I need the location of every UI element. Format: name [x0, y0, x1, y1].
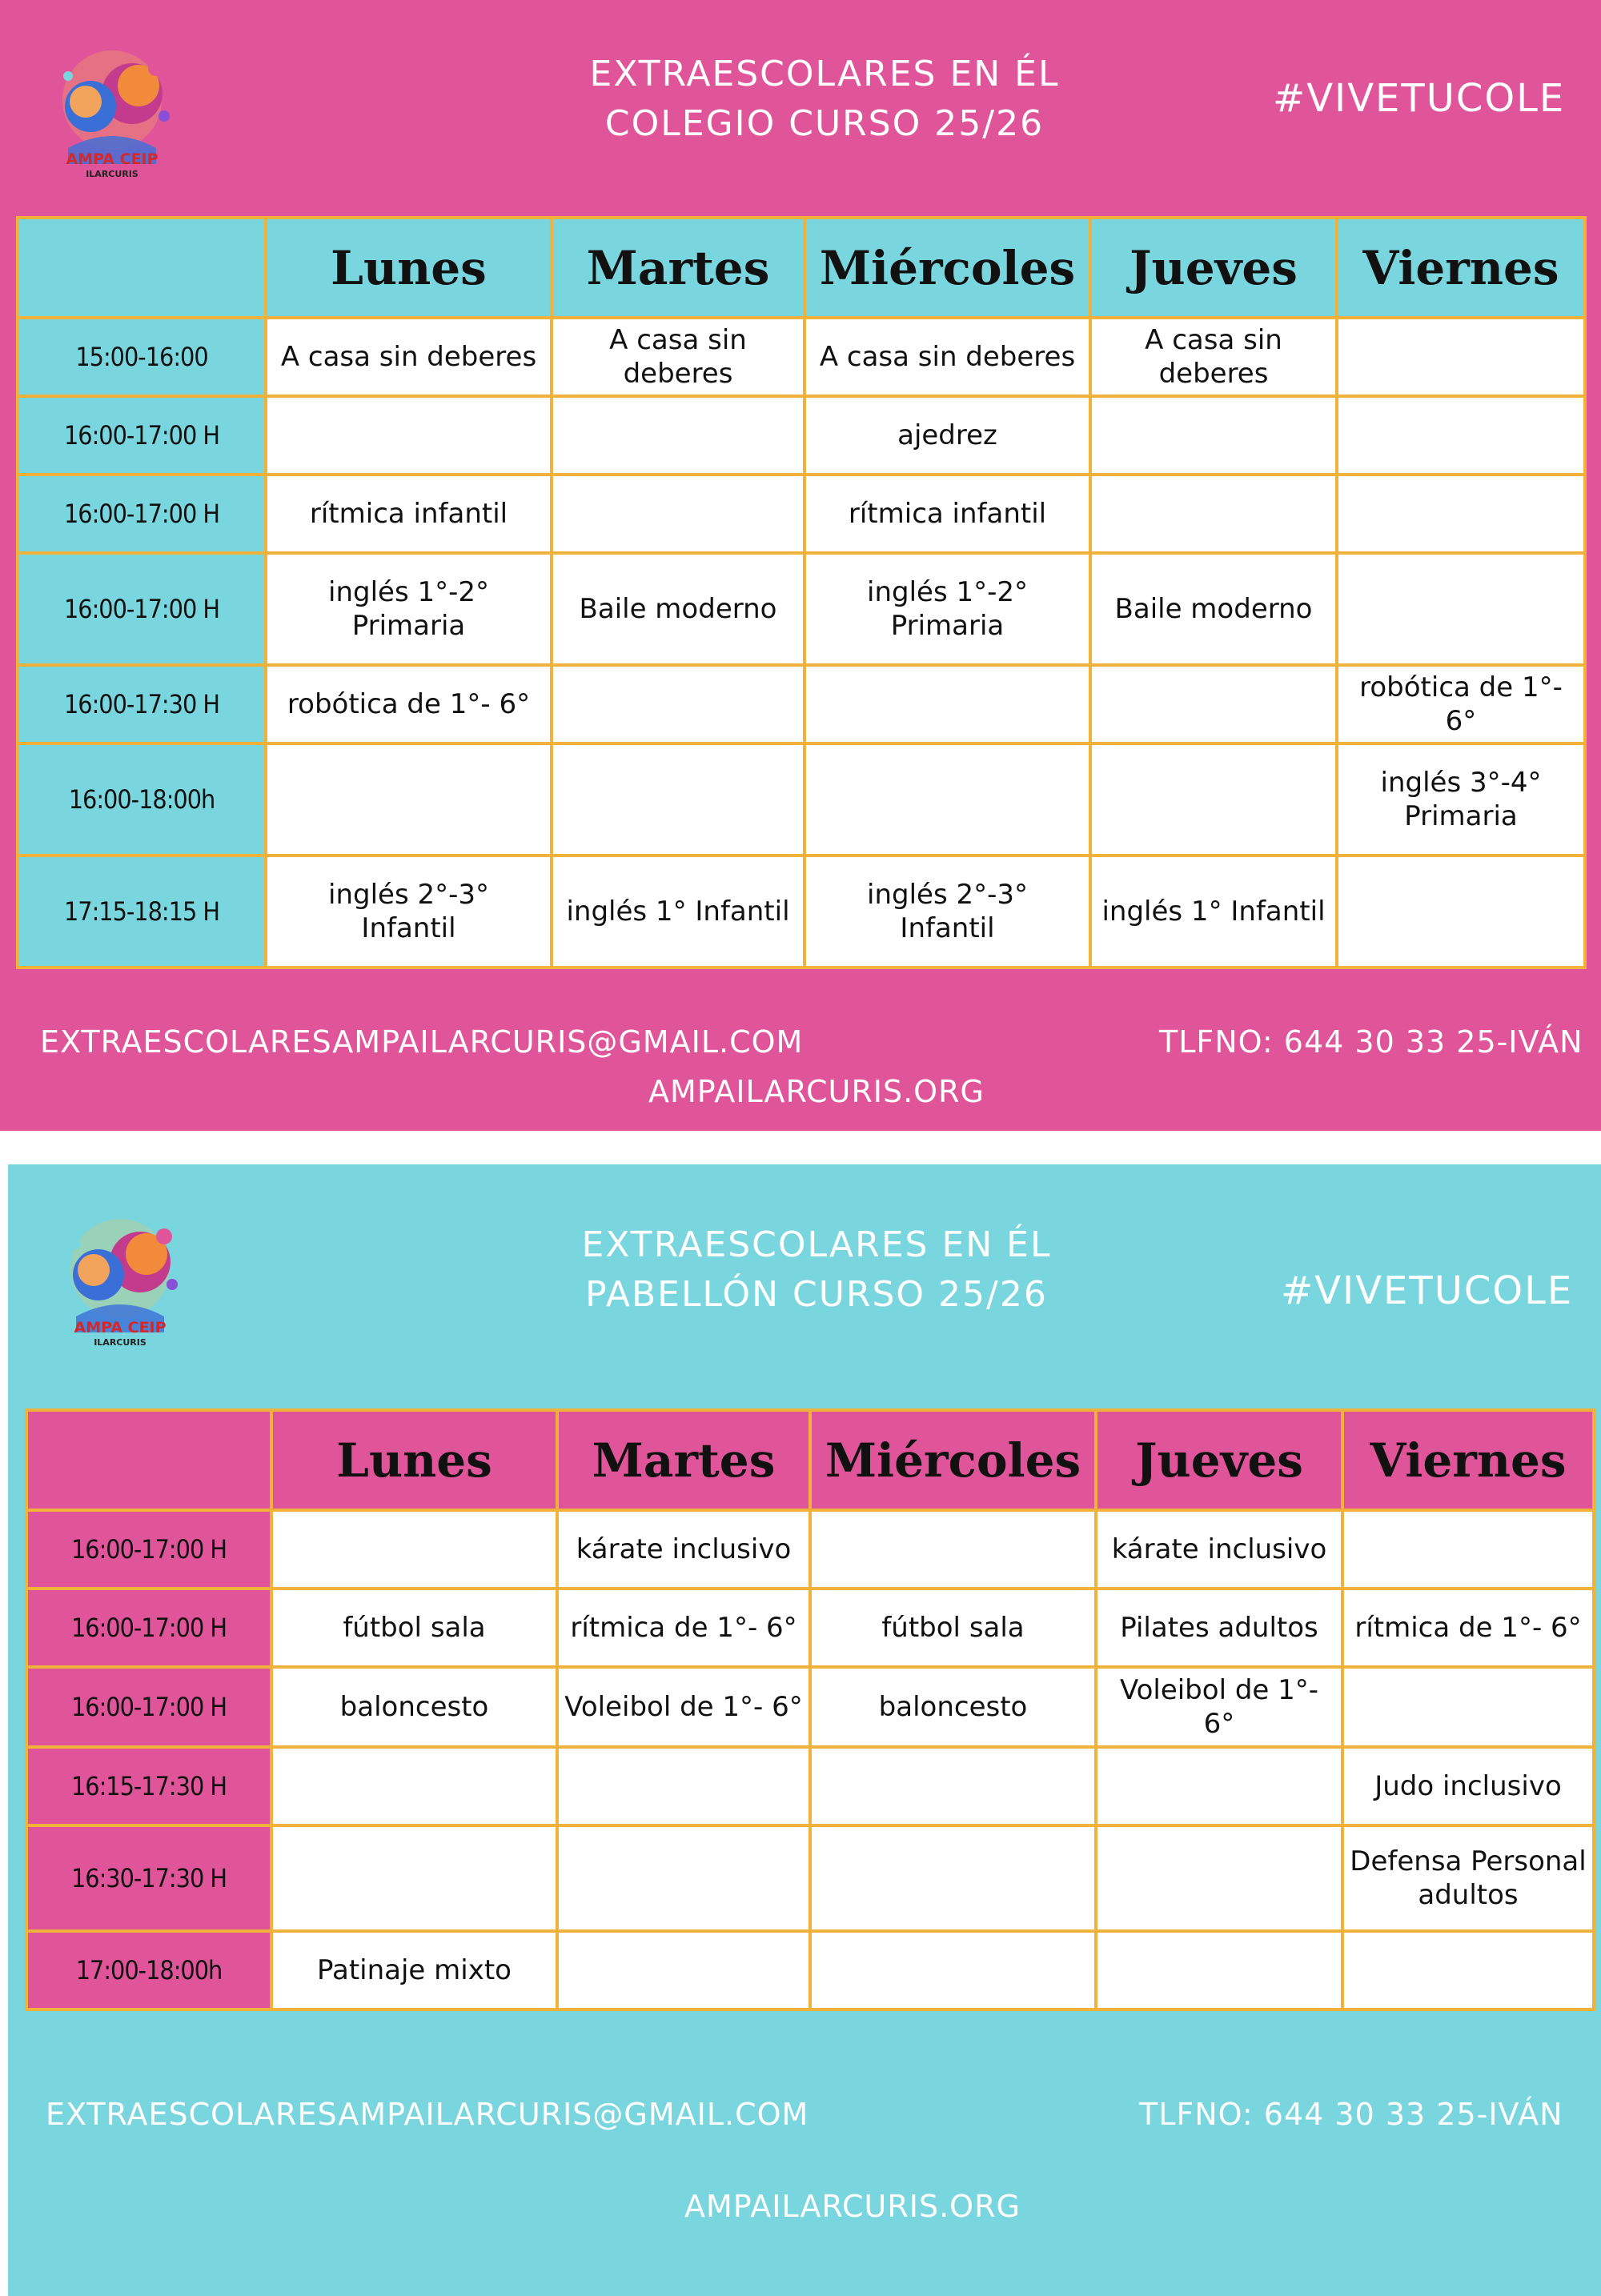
time-cell: 16:00-17:00 H	[26, 1667, 271, 1747]
schedule-table	[25, 1408, 1595, 2011]
activity-cell	[805, 665, 1090, 743]
activity-cell: kárate inclusivo	[557, 1510, 810, 1589]
email-text: EXTRAESCOLARESAMPAILARCURIS@GMAIL.COM	[46, 2097, 809, 2132]
day-header: Miércoles	[805, 218, 1090, 318]
time-cell: 16:00-17:00 H	[18, 475, 266, 553]
email-text: EXTRAESCOLARESAMPAILARCURIS@GMAIL.COM	[40, 1024, 804, 1060]
phone-text: TLFNO: 644 30 33 25-IVÁN	[1139, 2097, 1563, 2132]
pabellon-schedule-panel	[8, 1164, 1601, 2296]
schedule-table	[16, 216, 1587, 969]
schedule-row	[26, 1931, 1594, 2010]
activity-cell: Patinaje mixto	[271, 1931, 557, 2010]
schedule-row	[18, 665, 1585, 743]
activity-cell: A casa sin deberes	[805, 318, 1090, 396]
activity-cell: inglés 2°-3° Infantil	[266, 855, 552, 968]
ampa-logo	[52, 1212, 188, 1348]
website-text: AMPAILARCURIS.ORG	[648, 1074, 985, 1109]
activity-cell: robótica de 1°- 6°	[266, 665, 552, 743]
activity-cell: inglés 1° Infantil	[552, 855, 805, 968]
activity-cell: fútbol sala	[271, 1589, 557, 1667]
day-header: Miércoles	[810, 1410, 1096, 1510]
day-header: Lunes	[271, 1410, 557, 1510]
schedule-row	[18, 318, 1585, 396]
activity-cell: A casa sin deberes	[266, 318, 552, 396]
activity-cell: ajedrez	[805, 396, 1090, 475]
time-cell: 16:00-17:00 H	[26, 1510, 271, 1589]
activity-cell	[1090, 665, 1337, 743]
activity-cell: rítmica infantil	[266, 475, 552, 553]
activity-cell	[271, 1510, 557, 1589]
svg-text:ILARCURIS: ILARCURIS	[86, 169, 138, 179]
activity-cell	[266, 396, 552, 475]
activity-cell	[552, 475, 805, 553]
activity-cell: Baile moderno	[552, 553, 805, 665]
activity-cell	[1342, 1667, 1594, 1747]
activity-cell: rítmica infantil	[805, 475, 1090, 553]
activity-cell: Voleibol de 1°- 6°	[1096, 1667, 1342, 1747]
activity-cell	[557, 1931, 810, 2010]
time-cell: 17:15-18:15 H	[18, 855, 266, 968]
svg-text:AMPA CEIP: AMPA CEIP	[74, 1319, 167, 1336]
activity-cell	[1090, 396, 1337, 475]
activity-cell	[271, 1747, 557, 1825]
activity-cell: A casa sin deberes	[1090, 318, 1337, 396]
day-header: Lunes	[266, 218, 552, 318]
activity-cell	[557, 1747, 810, 1825]
activity-cell: inglés 3°-4° Primaria	[1337, 743, 1585, 855]
day-header: Martes	[557, 1410, 810, 1510]
ampa-logo	[44, 44, 180, 180]
day-header: Jueves	[1096, 1410, 1342, 1510]
children-logo-icon	[44, 44, 180, 180]
activity-cell	[1342, 1931, 1594, 2010]
time-cell: 16:00-17:00 H	[18, 396, 266, 475]
children-logo-icon	[52, 1212, 188, 1348]
schedule-row	[26, 1667, 1594, 1747]
activity-cell	[810, 1825, 1096, 1931]
activity-cell: baloncesto	[810, 1667, 1096, 1747]
activity-cell	[271, 1825, 557, 1931]
page-title	[552, 1220, 1081, 1320]
time-cell: 15:00-16:00	[18, 318, 266, 396]
day-header: Viernes	[1337, 218, 1585, 318]
activity-cell	[1090, 743, 1337, 855]
svg-text:AMPA CEIP: AMPA CEIP	[66, 150, 158, 168]
hashtag: #VIVETUCOLE	[1273, 76, 1566, 121]
activity-cell: fútbol sala	[810, 1589, 1096, 1667]
activity-cell: inglés 1°-2° Primaria	[266, 553, 552, 665]
time-cell: 16:00-17:00 H	[26, 1589, 271, 1667]
table-header-row	[26, 1410, 1594, 1510]
phone-text: TLFNO: 644 30 33 25-IVÁN	[1159, 1024, 1583, 1060]
corner-cell	[18, 218, 266, 318]
page-title	[560, 50, 1089, 149]
schedule-row	[18, 553, 1585, 665]
activity-cell	[552, 743, 805, 855]
activity-cell	[1342, 1510, 1594, 1589]
day-header: Jueves	[1090, 218, 1337, 318]
activity-cell	[1337, 855, 1585, 968]
corner-cell	[26, 1410, 271, 1510]
schedule-row	[26, 1589, 1594, 1667]
activity-cell: Pilates adultos	[1096, 1589, 1342, 1667]
time-cell: 16:00-17:00 H	[18, 553, 266, 665]
activity-cell: robótica de 1°- 6°	[1337, 665, 1585, 743]
svg-text:ILARCURIS: ILARCURIS	[94, 1337, 146, 1348]
activity-cell	[1337, 396, 1585, 475]
activity-cell	[552, 665, 805, 743]
activity-cell	[1337, 553, 1585, 665]
time-cell: 17:00-18:00h	[26, 1931, 271, 2010]
time-cell: 16:00-18:00h	[18, 743, 266, 855]
activity-cell	[1337, 318, 1585, 396]
time-cell: 16:30-17:30 H	[26, 1825, 271, 1931]
activity-cell	[810, 1931, 1096, 2010]
day-header: Martes	[552, 218, 805, 318]
activity-cell	[266, 743, 552, 855]
activity-cell	[1337, 475, 1585, 553]
schedule-row	[26, 1825, 1594, 1931]
activity-cell: kárate inclusivo	[1096, 1510, 1342, 1589]
activity-cell: A casa sin deberes	[552, 318, 805, 396]
day-header: Viernes	[1342, 1410, 1594, 1510]
schedule-row	[18, 396, 1585, 475]
activity-cell	[805, 743, 1090, 855]
colegio-schedule-panel	[0, 0, 1601, 1131]
activity-cell	[810, 1510, 1096, 1589]
schedule-row	[26, 1510, 1594, 1589]
activity-cell	[1096, 1825, 1342, 1931]
schedule-row	[26, 1747, 1594, 1825]
time-cell: 16:00-17:30 H	[18, 665, 266, 743]
table-header-row	[18, 218, 1585, 318]
activity-cell	[810, 1747, 1096, 1825]
activity-cell: Defensa Personal adultos	[1342, 1825, 1594, 1931]
title-line-2: PABELLÓN CURSO 25/26	[585, 1274, 1048, 1315]
hashtag: #VIVETUCOLE	[1281, 1268, 1574, 1313]
title-line-1: EXTRAESCOLARES EN ÉL	[581, 1224, 1052, 1265]
activity-cell: Voleibol de 1°- 6°	[557, 1667, 810, 1747]
title-line-2: COLEGIO CURSO 25/26	[604, 103, 1045, 144]
activity-cell: inglés 1° Infantil	[1090, 855, 1337, 968]
schedule-row	[18, 475, 1585, 553]
website-text: AMPAILARCURIS.ORG	[684, 2189, 1021, 2224]
schedule-row	[18, 743, 1585, 855]
activity-cell: Judo inclusivo	[1342, 1747, 1594, 1825]
schedule-row	[18, 855, 1585, 968]
activity-cell	[1096, 1747, 1342, 1825]
activity-cell: rítmica de 1°- 6°	[1342, 1589, 1594, 1667]
activity-cell	[1090, 475, 1337, 553]
activity-cell	[552, 396, 805, 475]
activity-cell: rítmica de 1°- 6°	[557, 1589, 810, 1667]
activity-cell	[557, 1825, 810, 1931]
activity-cell	[1096, 1931, 1342, 2010]
activity-cell: baloncesto	[271, 1667, 557, 1747]
activity-cell: Baile moderno	[1090, 553, 1337, 665]
activity-cell: inglés 2°-3° Infantil	[805, 855, 1090, 968]
activity-cell: inglés 1°-2° Primaria	[805, 553, 1090, 665]
time-cell: 16:15-17:30 H	[26, 1747, 271, 1825]
title-line-1: EXTRAESCOLARES EN ÉL	[589, 54, 1060, 94]
